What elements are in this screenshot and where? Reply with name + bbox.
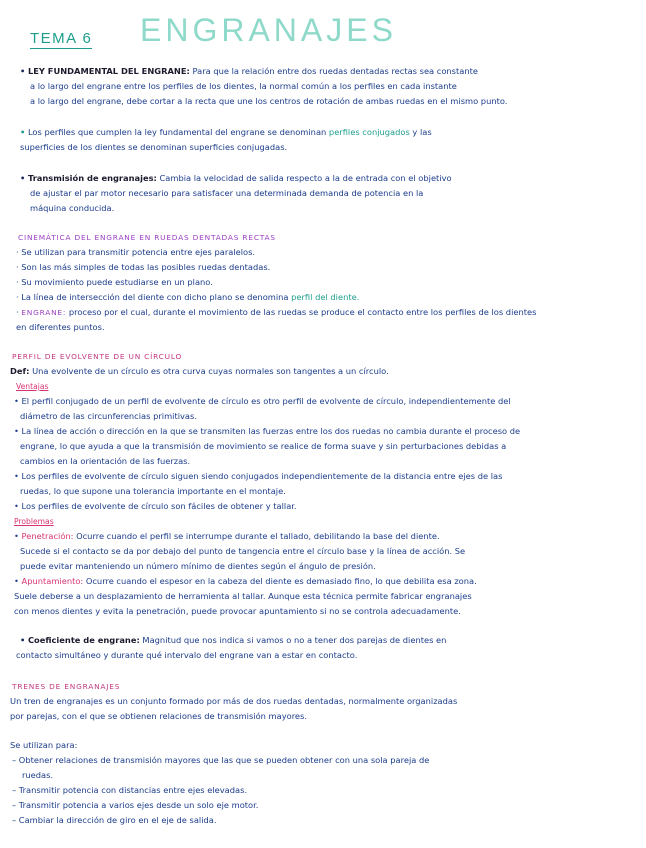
spacer [10, 216, 606, 230]
pointing-line: Suele deberse a un desplazamiento de herramienta al tallar. Aunque esta técnica permite fabricar engranajes [14, 591, 472, 601]
gear-trains-heading: TRENES DE ENGRANAJES [12, 682, 121, 691]
pointing-text: Ocurre cuando el espesor en la cabeza del diente es demasiado fino, lo que debilita esa zona. [85, 576, 477, 586]
spacer [10, 663, 606, 679]
bullet-icon: • [14, 531, 22, 541]
problem-item [10, 574, 606, 589]
bullet-icon: • [20, 127, 26, 137]
dash-icon: – [12, 755, 19, 765]
advantage-text: Los perfiles de evolvente de círculo son fáciles de obtener y tallar. [21, 501, 297, 511]
advantage-text: El perfil conjugado de un perfil de evolvente de círculo es otro perfil de evolvente de círculo, independientemente del [21, 396, 511, 406]
definition-label: Def: [10, 366, 30, 376]
dash-icon: · [16, 262, 22, 272]
advantage-text: La línea de acción o dirección en la que se transmiten las fuerzas entre los dos ruedas no cambia durante el proceso de [21, 426, 521, 436]
contact-ratio-text: Magnitud que nos indica si vamos o no a tener dos parejas de dientes en [142, 635, 447, 645]
dash-icon: · [16, 247, 22, 257]
bullet-icon: • [14, 396, 22, 406]
profiles-line: superficies de los dientes se denominan superficies conjugadas. [20, 142, 288, 152]
engagement-term: ENGRANE: [21, 308, 67, 317]
penetration-term: Penetración: [21, 531, 74, 541]
dash-icon: · [16, 292, 22, 302]
bullet-icon: • [14, 426, 22, 436]
advantages-label: Ventajas [16, 382, 49, 391]
involute-definition [10, 364, 606, 379]
dash-icon: · [16, 307, 22, 317]
involute-heading: PERFIL DE EVOLVENTE DE UN CÍRCULO [12, 352, 183, 361]
problem-item [10, 529, 606, 544]
bullet-icon: • [14, 576, 22, 586]
dash-icon: – [12, 815, 19, 825]
notes-content [10, 64, 606, 828]
dash-icon: – [12, 800, 19, 810]
use-line: ruedas. [22, 770, 54, 780]
problems-label: Problemas [14, 517, 54, 526]
spacer [10, 335, 606, 349]
spacer [10, 109, 606, 125]
gear-trains-line: Un tren de engranajes es un conjunto formado por más de dos ruedas dentadas, normalmente organizadas [10, 696, 458, 706]
bullet-icon: • [20, 173, 26, 183]
use-text: Cambiar la dirección de giro en el eje de salida. [18, 815, 217, 825]
advantage-line: cambios en la orientación de las fuerzas. [20, 456, 191, 466]
pointing-term: Apuntamiento: [21, 576, 84, 586]
bullet-icon: • [20, 635, 26, 645]
penetration-text: Ocurre cuando el perfil se interrumpe durante el tallado, debilitando la base del diente. [76, 531, 440, 541]
use-text: Obtener relaciones de transmisión mayores que las que se pueden obtener con una sola pareja de [18, 755, 430, 765]
kinematics-heading: CINEMÁTICA DEL ENGRANE EN RUEDAS DENTADAS RECTAS [18, 233, 276, 242]
bullet-icon: • [14, 501, 22, 511]
use-item [10, 783, 606, 798]
kinematics-item-text: Se utilizan para transmitir potencia entre ejes paralelos. [21, 247, 256, 257]
engagement-definition [10, 305, 606, 320]
kinematics-item-text: La línea de intersección del diente con dicho plano se denomina [21, 292, 289, 302]
kinematics-item [10, 275, 606, 290]
advantage-line: diámetro de las circunferencias primitivas. [20, 411, 197, 421]
transmission-line: máquina conducida. [30, 203, 115, 213]
use-text: Transmitir potencia con distancias entre ejes elevadas. [18, 785, 248, 795]
transmission-text: Cambia la velocidad de salida respecto a la de entrada con el objetivo [159, 173, 452, 183]
gear-trains-line: por parejas, con el que se obtienen relaciones de transmisión mayores. [10, 711, 307, 721]
law-paragraph [10, 64, 606, 79]
advantage-item [10, 499, 606, 514]
transmission-paragraph [10, 171, 606, 186]
profiles-highlight: perfiles conjugados [328, 127, 410, 137]
use-text: Transmitir potencia a varios ejes desde un solo eje motor. [18, 800, 259, 810]
advantage-line: ruedas, lo que supone una tolerancia importante en el montaje. [20, 486, 286, 496]
topic-number: TEMA 6 [30, 30, 93, 47]
contact-ratio-line: contacto simultáneo y durante qué intervalo del engrane van a estar en contacto. [16, 650, 358, 660]
profiles-text: Los perfiles que cumplen la ley fundamental del engrane se denominan [27, 127, 327, 137]
uses-intro: Se utilizan para: [10, 740, 78, 750]
tooth-profile-highlight: perfil del diente. [291, 292, 360, 302]
law-line: a lo largo del engrane entre los perfiles de los dientes, la normal común a los perfiles en cada instante [30, 81, 457, 91]
kinematics-item-text: Su movimiento puede estudiarse en un plano. [21, 277, 213, 287]
spacer [10, 155, 606, 171]
spacer [10, 619, 606, 633]
bullet-icon: • [14, 471, 22, 481]
advantage-item [10, 394, 606, 409]
advantage-item [10, 469, 606, 484]
profiles-paragraph [10, 125, 606, 140]
contact-ratio-paragraph [10, 633, 606, 648]
transmission-line: de ajustar el par motor necesario para satisfacer una determinada demanda de potencia en la [30, 188, 424, 198]
advantage-text: Los perfiles de evolvente de círculo siguen siendo conjugados independientemente de la distancia entre ejes de las [21, 471, 503, 481]
kinematics-item-text: Son las más simples de todas las posibles ruedas dentadas. [21, 262, 271, 272]
pointing-line: con menos dientes y evita la penetración, puede provocar apuntamiento si no se controla adecuadamente. [14, 606, 461, 616]
law-term: LEY FUNDAMENTAL DEL ENGRANE: [27, 66, 190, 76]
use-item [10, 798, 606, 813]
law-text: Para que la relación entre dos ruedas dentadas rectas sea constante [192, 66, 478, 76]
advantage-line: engrane, lo que ayuda a que la transmisión de movimiento se realice de forma suave y sin perturbaciones debidas a [20, 441, 507, 451]
page-title: ENGRANAJES [140, 12, 397, 48]
use-item [10, 753, 606, 768]
engagement-text: proceso por el cual, durante el movimiento de las ruedas se produce el contacto entre los perfiles de los dientes [68, 307, 537, 317]
dash-icon: · [16, 277, 22, 287]
law-line: a lo largo del engrane, debe cortar a la recta que une los centros de rotación de ambas ruedas en el mismo punto. [30, 96, 508, 106]
advantage-item [10, 424, 606, 439]
use-item [10, 813, 606, 828]
kinematics-item [10, 290, 606, 305]
kinematics-item [10, 260, 606, 275]
penetration-line: puede evitar manteniendo un número mínimo de dientes según el ángulo de presión. [20, 561, 376, 571]
kinematics-item [10, 245, 606, 260]
penetration-line: Sucede si el contacto se da por debajo del punto de tangencia entre el círculo base y la línea de acción. Se [20, 546, 466, 556]
spacer [10, 724, 606, 738]
definition-text: Una evolvente de un círculo es otra curva cuyas normales son tangentes a un círculo. [32, 366, 389, 376]
profiles-text-end: y las [412, 127, 432, 137]
bullet-icon: • [20, 66, 26, 76]
transmission-term: Transmisión de engranajes: [27, 173, 157, 183]
contact-ratio-term: Coeficiente de engrane: [27, 635, 140, 645]
dash-icon: – [12, 785, 19, 795]
engagement-line: en diferentes puntos. [16, 322, 105, 332]
